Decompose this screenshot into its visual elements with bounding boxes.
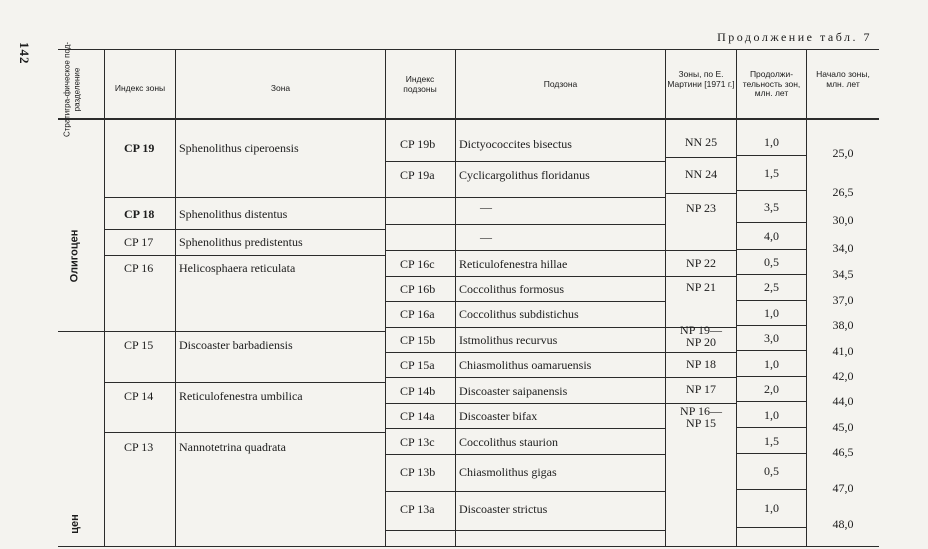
zone-name: Helicosphaera reticulata	[179, 261, 296, 275]
start-value: 41,0	[832, 344, 854, 358]
duration-rule	[737, 190, 806, 191]
duration-rule	[737, 427, 806, 428]
subzone-rule	[386, 352, 665, 353]
header-martini: Зоны, по Е. Мартини [1971 г.]	[667, 69, 735, 89]
duration-value: 1,0	[764, 501, 779, 515]
zone-name: Sphenolithus distentus	[179, 207, 288, 221]
duration-rule	[737, 489, 806, 490]
zone-name: Sphenolithus ciperoensis	[179, 141, 299, 155]
header-subzone: Подзона	[543, 79, 578, 89]
start-value: 45,0	[832, 420, 854, 434]
subzone-rule	[386, 197, 665, 198]
subzone-index: CP 15a	[400, 358, 435, 372]
subzone-rule	[386, 454, 665, 455]
zone-rule	[105, 229, 385, 230]
subzone-name: Discoaster saipanensis	[459, 384, 568, 398]
zone-name: Sphenolithus predistentus	[179, 235, 303, 249]
start-value: 44,0	[832, 394, 854, 408]
header-duration: Продолжи-тельность зон, млн. лет	[742, 69, 801, 98]
subzone-name: —	[480, 230, 492, 244]
subzone-name: Istmolithus recurvus	[459, 333, 558, 347]
start-value: 46,5	[832, 445, 854, 459]
subzone-rule	[386, 301, 665, 302]
zone-index: CP 15	[124, 338, 154, 352]
epoch-label-eocene: цен	[68, 514, 81, 534]
duration-rule	[737, 527, 806, 528]
start-value: 38,0	[832, 318, 854, 332]
zone-rule	[105, 432, 385, 433]
martini-rule	[666, 157, 736, 158]
epoch-label-oligocene: Олигоцен	[68, 229, 81, 283]
subzone-name: Reticulofenestra hillae	[459, 257, 568, 271]
subzone-index: CP 16b	[400, 282, 436, 296]
start-value: 47,0	[832, 481, 854, 495]
martini-rule	[666, 377, 736, 378]
subzone-rule	[386, 491, 665, 492]
martini-zone: NN 24	[684, 167, 718, 181]
zone-index: CP 19	[124, 141, 155, 155]
zone-rule	[105, 255, 385, 256]
subzone-rule	[386, 377, 665, 378]
martini-zone: NP 16—	[680, 404, 722, 418]
col-divider-2	[175, 49, 176, 547]
subzone-index: CP 19b	[400, 137, 436, 151]
zone-rule	[105, 197, 385, 198]
epoch-boundary	[58, 331, 105, 332]
subzone-rule	[386, 403, 665, 404]
subzone-index: CP 16c	[400, 257, 435, 271]
martini-zone: NP 23	[686, 201, 716, 215]
subzone-rule	[386, 161, 665, 162]
duration-rule	[737, 222, 806, 223]
martini-zone: NP 19—	[680, 323, 722, 337]
martini-zone: NP 17	[686, 382, 716, 396]
duration-rule	[737, 274, 806, 275]
duration-value: 0,5	[764, 464, 779, 478]
duration-value: 2,0	[764, 382, 779, 396]
duration-value: 2,5	[764, 280, 779, 294]
zone-index: CP 18	[124, 207, 155, 221]
col-divider-3	[385, 49, 386, 547]
header-zone-index: Индекс зоны	[114, 83, 166, 93]
subzone-name: Coccolithus formosus	[459, 282, 564, 296]
subzone-name: Cyclicargolithus floridanus	[459, 168, 590, 182]
zone-rule	[105, 331, 385, 332]
header-zone: Зона	[270, 83, 291, 93]
subzone-name: Coccolithus staurion	[459, 435, 558, 449]
header-bottom-rule	[58, 118, 879, 120]
subzone-name: Coccolithus subdistichus	[459, 307, 579, 321]
subzone-index: CP 14b	[400, 384, 436, 398]
duration-value: 1,5	[764, 434, 779, 448]
start-value: 42,0	[832, 369, 854, 383]
table-bottom-rule	[58, 546, 879, 547]
duration-rule	[737, 155, 806, 156]
subzone-index: CP 13b	[400, 465, 436, 479]
duration-rule	[737, 376, 806, 377]
subzone-index: CP 13c	[400, 435, 435, 449]
subzone-rule	[386, 327, 665, 328]
continuation-caption: Продолжение табл. 7	[717, 30, 872, 44]
col-divider-5	[665, 49, 666, 547]
header-subzone-index: Индекс подзоны	[403, 74, 437, 94]
duration-value: 4,0	[764, 229, 779, 243]
martini-rule	[666, 193, 736, 194]
start-value: 34,0	[832, 241, 854, 255]
header-start: Начало зоны, млн. лет	[816, 69, 870, 89]
start-value: 26,5	[832, 185, 854, 199]
start-value: 25,0	[832, 146, 854, 160]
duration-value: 1,0	[764, 357, 779, 371]
martini-zone: NN 25	[684, 135, 718, 149]
duration-value: 3,0	[764, 331, 779, 345]
subzone-name: Chiasmolithus oamaruensis	[459, 358, 592, 372]
subzone-index: CP 13a	[400, 502, 435, 516]
duration-value: 1,0	[764, 306, 779, 320]
zone-rule	[105, 382, 385, 383]
martini-zone: NP 21	[686, 280, 716, 294]
subzone-rule	[386, 530, 665, 531]
martini-zone: NP 20	[686, 335, 716, 349]
subzone-index: CP 14a	[400, 409, 435, 423]
subzone-name: —	[480, 200, 492, 214]
subzone-name: Discoaster bifax	[459, 409, 538, 423]
subzone-name: Discoaster strictus	[459, 502, 548, 516]
duration-rule	[737, 249, 806, 250]
martini-zone: NP 22	[686, 256, 716, 270]
duration-rule	[737, 401, 806, 402]
zone-name: Reticulofenestra umbilica	[179, 389, 303, 403]
martini-zone: NP 18	[686, 357, 716, 371]
duration-value: 1,5	[764, 166, 779, 180]
col-divider-1	[104, 49, 105, 547]
zone-name: Nannotetrina quadrata	[179, 440, 286, 454]
duration-rule	[737, 453, 806, 454]
duration-rule	[737, 325, 806, 326]
zone-index: CP 14	[124, 389, 154, 403]
zone-index: CP 17	[124, 235, 154, 249]
subzone-rule	[386, 276, 665, 277]
martini-rule	[666, 276, 736, 277]
subzone-index: CP 19a	[400, 168, 435, 182]
zone-index: CP 13	[124, 440, 154, 454]
col-divider-4	[455, 49, 456, 547]
zone-index: CP 16	[124, 261, 154, 275]
duration-value: 1,0	[764, 135, 779, 149]
duration-rule	[737, 350, 806, 351]
duration-value: 1,0	[764, 408, 779, 422]
page-number: 142	[17, 42, 32, 65]
zone-name: Discoaster barbadiensis	[179, 338, 293, 352]
subzone-name: Chiasmolithus gigas	[459, 465, 557, 479]
start-value: 48,0	[832, 517, 854, 531]
duration-rule	[737, 300, 806, 301]
subzone-rule	[386, 428, 665, 429]
duration-value: 0,5	[764, 255, 779, 269]
start-value: 34,5	[832, 267, 854, 281]
header-strat: Стратигра-фическое под-разделение	[62, 41, 81, 138]
subzone-rule	[386, 250, 665, 251]
subzone-index: CP 15b	[400, 333, 436, 347]
martini-rule	[666, 352, 736, 353]
subzone-rule	[386, 224, 665, 225]
start-value: 30,0	[832, 213, 854, 227]
martini-zone: NP 15	[686, 416, 716, 430]
subzone-name: Dictyococcites bisectus	[459, 137, 572, 151]
martini-rule	[666, 250, 736, 251]
start-value: 37,0	[832, 293, 854, 307]
subzone-index: CP 16a	[400, 307, 435, 321]
table-top-rule	[58, 49, 879, 50]
duration-value: 3,5	[764, 200, 779, 214]
